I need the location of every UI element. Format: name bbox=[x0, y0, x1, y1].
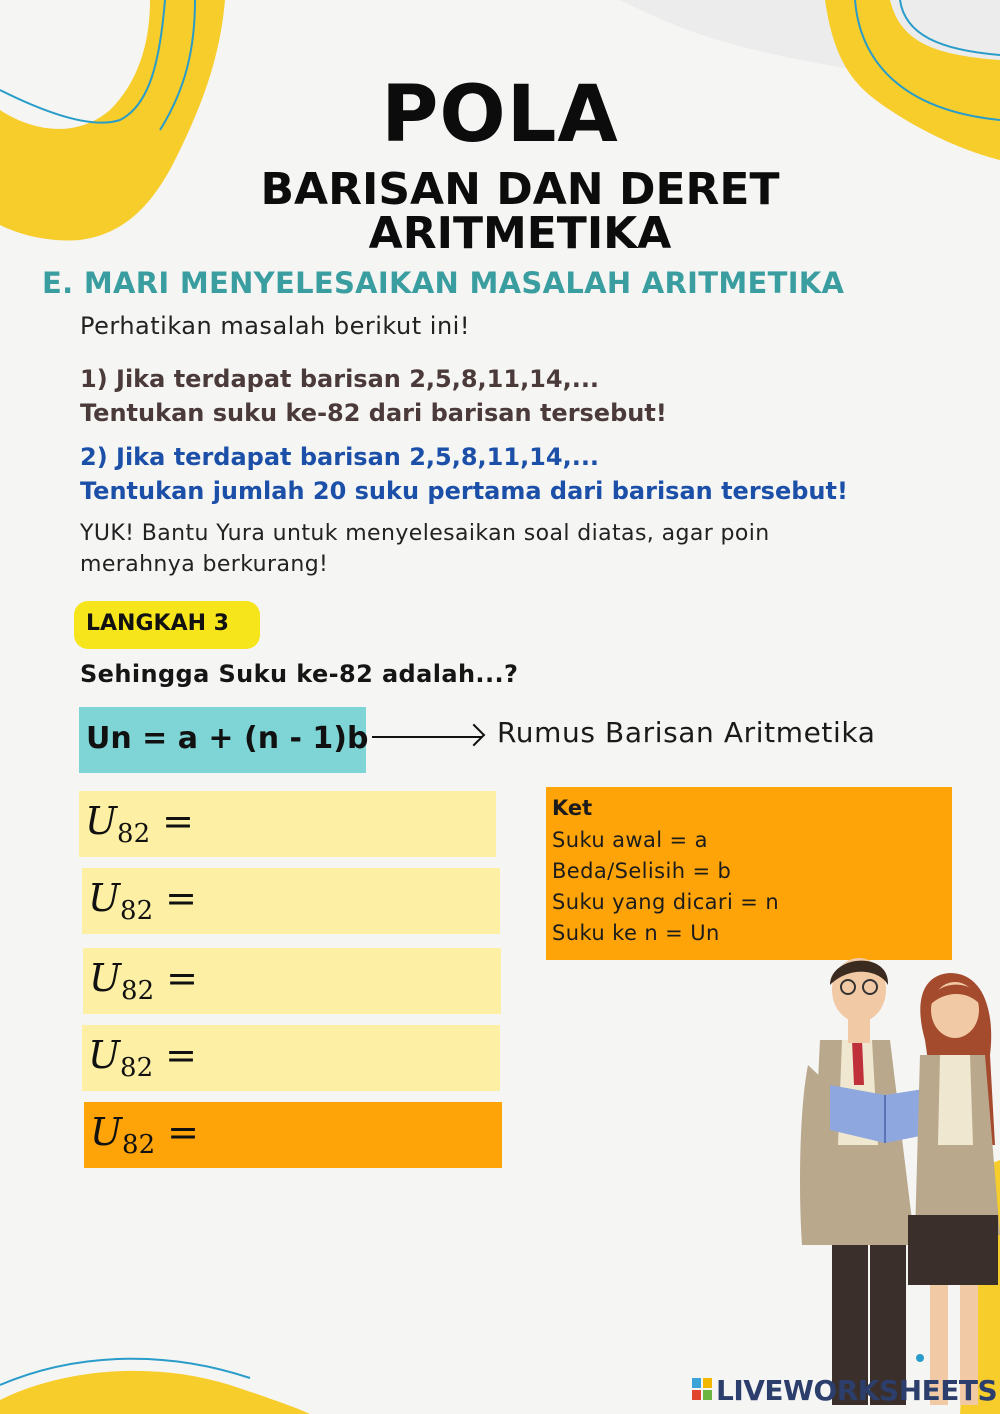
ket-line-3: Suku yang dicari = n bbox=[552, 890, 780, 914]
answer-field-1[interactable] bbox=[79, 791, 496, 857]
problem-1 bbox=[80, 362, 667, 430]
page-subtitle bbox=[0, 164, 1000, 259]
formula-caption: Rumus Barisan Aritmetika bbox=[497, 716, 876, 749]
problem-2 bbox=[80, 440, 848, 508]
encouragement-text bbox=[80, 518, 940, 580]
problem-1-line-2: Tentukan suku ke-82 dari barisan tersebut! bbox=[80, 399, 667, 427]
subtitle-line-1: BARISAN DAN DERET bbox=[260, 164, 780, 215]
answer-label: $U_{82}$ = bbox=[88, 876, 197, 926]
liveworksheets-logo-icon bbox=[692, 1378, 712, 1400]
problem-1-line-1: 1) Jika terdapat barisan 2,5,8,11,14,... bbox=[80, 365, 600, 393]
answer-label: $U_{82}$ = bbox=[90, 1110, 199, 1160]
answer-label: $U_{82}$ = bbox=[89, 956, 198, 1006]
ket-line-2: Beda/Selisih = b bbox=[552, 859, 732, 883]
answer-field-3[interactable] bbox=[83, 948, 501, 1014]
answer-label: $U_{82}$ = bbox=[85, 799, 194, 849]
problem-2-line-1: 2) Jika terdapat barisan 2,5,8,11,14,... bbox=[80, 443, 600, 471]
subtitle-line-2: ARITMETIKA bbox=[368, 208, 672, 259]
formula-text: Un = a + (n - 1)b bbox=[86, 721, 369, 756]
students-holding-book-illustration bbox=[790, 945, 1000, 1414]
step-label: LANGKAH 3 bbox=[86, 611, 229, 636]
answer-label: $U_{82}$ = bbox=[88, 1033, 197, 1083]
encouragement-line-2: merahnya berkurang! bbox=[80, 552, 329, 577]
answer-field-2[interactable] bbox=[82, 868, 500, 934]
problem-2-line-2: Tentukan jumlah 20 suku pertama dari barisan tersebut! bbox=[80, 477, 848, 505]
ket-line-4: Suku ke n = Un bbox=[552, 921, 720, 945]
page-title: POLA bbox=[381, 70, 619, 160]
encouragement-line-1: YUK! Bantu Yura untuk menyelesaikan soal diatas, agar poin bbox=[80, 521, 770, 546]
answer-field-5[interactable] bbox=[84, 1102, 502, 1168]
section-heading: E. MARI MENYELESAIKAN MASALAH ARITMETIKA bbox=[42, 266, 845, 300]
step-question: Sehingga Suku ke-82 adalah...? bbox=[80, 660, 519, 688]
ket-title: Ket bbox=[552, 796, 593, 820]
ket-line-1: Suku awal = a bbox=[552, 828, 708, 852]
liveworksheets-brand: LIVEWORKSHEETS bbox=[716, 1374, 998, 1407]
answer-field-4[interactable] bbox=[82, 1025, 500, 1091]
intro-text: Perhatikan masalah berikut ini! bbox=[80, 312, 470, 340]
